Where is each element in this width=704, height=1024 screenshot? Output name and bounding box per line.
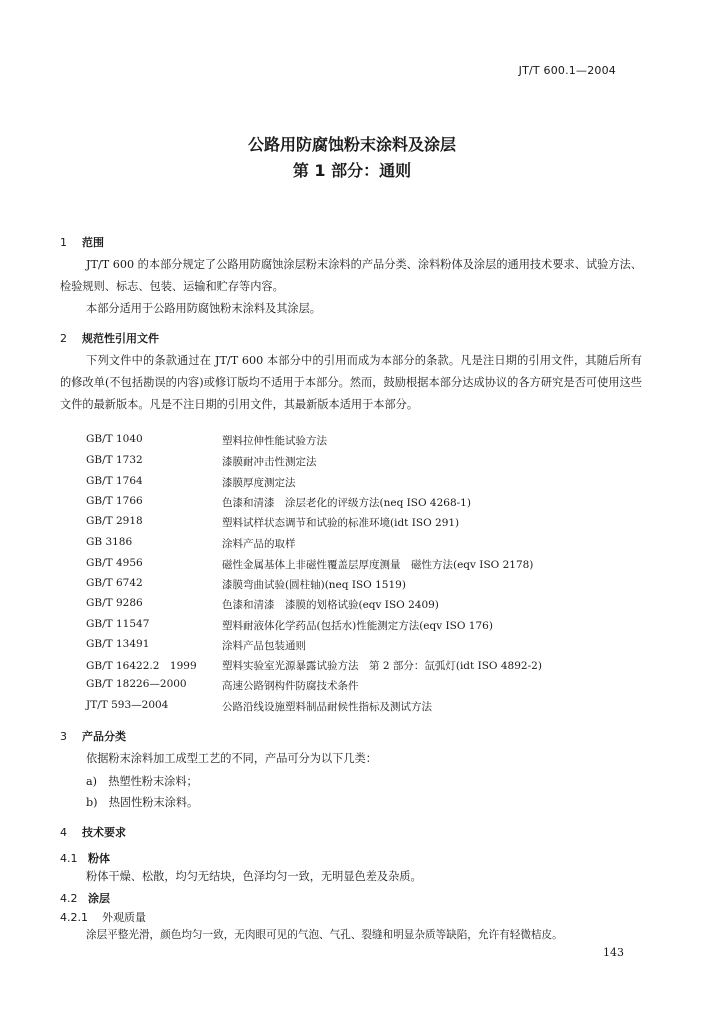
reference-code: GB/T 16422.2 1999 [86, 660, 197, 672]
reference-title: 涂料产品包装通则 [222, 640, 306, 652]
section-3-heading [60, 728, 126, 744]
reference-title: 磁性金属基体上非磁性覆盖层厚度测量 磁性方法(eqv ISO 2178) [222, 559, 534, 571]
section-4-heading [60, 824, 126, 840]
document-title: 公路用防腐蚀粉末涂料及涂层 [247, 135, 456, 154]
list-item: b) 热固性粉末涂料。 [86, 796, 199, 809]
document-subtitle: 第 1 部分：通则 [292, 161, 412, 180]
section-1-heading [60, 234, 104, 250]
reference-code: GB/T 1732 [86, 454, 143, 466]
reference-code: GB/T 1766 [86, 495, 143, 507]
reference-code: GB/T 6742 [86, 577, 143, 589]
section-4-1-title: 粉体 [88, 852, 110, 865]
reference-code: GB/T 1764 [86, 475, 143, 487]
section-1-title: 范围 [82, 236, 104, 249]
section-2-paragraph: 下列文件中的条款通过在 JT/T 600 本部分中的引用而成为本部分的条款。凡是注日期的引用文件，其随后所有的修改单(不包括勘误的内容)或修订版均不适用于本部分。然而，鼓励根据本部分达成协议的各方研究是否可使用这些文件的最新版本。凡是不注日期的引用文件，其最新版本适用于本部分。 [60, 354, 642, 411]
section-3-number: 3 [60, 730, 67, 743]
reference-title: 色漆和清漆 漆膜的划格试验(eqv ISO 2409) [222, 599, 439, 611]
section-4-2-number: 4.2 [60, 892, 78, 905]
section-2-title: 规范性引用文件 [82, 332, 159, 345]
reference-code: GB/T 2918 [86, 515, 143, 527]
section-4-2-1-heading [60, 909, 146, 925]
reference-title: 塑料实验室光源暴露试验方法 第 2 部分：氙弧灯(idt ISO 4892-2) [222, 660, 542, 672]
reference-code: GB/T 1040 [86, 433, 143, 445]
section-4-title: 技术要求 [82, 826, 126, 839]
section-1-paragraph-2: 本部分适用于公路用防腐蚀粉末涂料及其涂层。 [86, 302, 321, 315]
reference-title: 涂料产品的取样 [222, 538, 296, 550]
section-2-number: 2 [60, 332, 67, 345]
reference-code: GB 3186 [86, 536, 133, 548]
reference-title: 塑料试样状态调节和试验的标准环境(idt ISO 291) [222, 517, 460, 529]
reference-title: 色漆和清漆 涂层老化的评级方法(neq ISO 4268-1) [222, 497, 471, 509]
section-4-2-heading [60, 890, 110, 906]
section-1-paragraph-1: JT/T 600 的本部分规定了公路用防腐蚀涂层粉末涂料的产品分类、涂料粉体及涂层的通用技术要求、试验方法、检验规则、标志、包装、运输和贮存等内容。 [60, 258, 642, 293]
reference-title: 塑料耐液体化学药品(包括水)性能测定方法(eqv ISO 176) [222, 620, 493, 632]
reference-code: GB/T 13491 [86, 638, 150, 650]
section-1-number: 1 [60, 236, 67, 249]
reference-code: GB/T 11547 [86, 618, 150, 630]
reference-code: GB/T 4956 [86, 557, 143, 569]
list-item: a) 热塑性粉末涂料； [86, 775, 198, 788]
section-4-2-1-number: 4.2.1 [60, 911, 88, 924]
reference-title: 高速公路钢构件防腐技术条件 [222, 680, 359, 692]
section-4-1-number: 4.1 [60, 852, 78, 865]
section-3-title: 产品分类 [82, 730, 126, 743]
section-4-2-1-title: 外观质量 [102, 911, 146, 924]
reference-code: JT/T 593—2004 [86, 699, 169, 711]
standard-code: JT/T 600.1—2004 [518, 64, 616, 77]
reference-code: GB/T 9286 [86, 597, 143, 609]
reference-title: 公路沿线设施塑料制品耐候性指标及测试方法 [222, 701, 432, 713]
reference-title: 漆膜厚度测定法 [222, 477, 296, 489]
section-4-2-title: 涂层 [88, 892, 110, 905]
section-4-1-text: 粉体干燥、松散，均匀无结块，色泽均匀一致，无明显色差及杂质。 [86, 870, 422, 883]
section-2-heading [60, 330, 159, 346]
reference-title: 塑料拉伸性能试验方法 [222, 435, 327, 447]
section-4-1-heading [60, 850, 110, 866]
page-number: 143 [603, 946, 624, 959]
reference-title: 漆膜弯曲试验(圆柱轴)(neq ISO 1519) [222, 579, 406, 591]
section-3-paragraph: 依据粉末涂料加工成型工艺的不同，产品可分为以下几类： [86, 752, 377, 765]
reference-title: 漆膜耐冲击性测定法 [222, 456, 317, 468]
section-4-2-1-text: 涂层平整光滑，颜色均匀一致，无肉眼可见的气泡、气孔、裂缝和明显杂质等缺陷，允许有轻微桔皮。 [86, 929, 563, 941]
reference-code: GB/T 18226—2000 [86, 678, 187, 690]
section-4-number: 4 [60, 826, 67, 839]
